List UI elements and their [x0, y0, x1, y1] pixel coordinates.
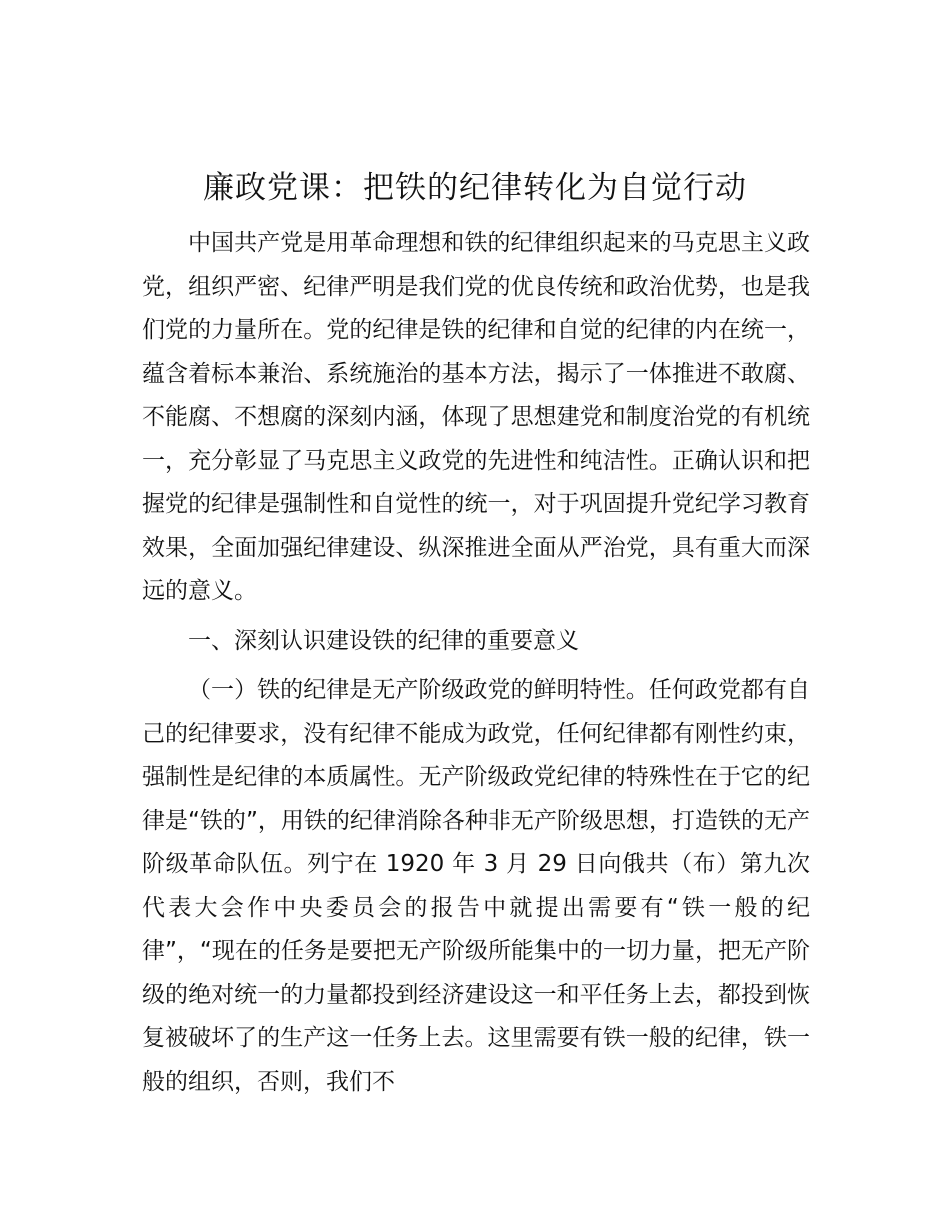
paragraph-section-1-1: （一）铁的纪律是无产阶级政党的鲜明特性。任何政党都有自己的纪律要求，没有纪律不能成为政党，任何纪律都有刚性约束，强制性是纪律的本质属性。无产阶级政党纪律的特殊性在于它的纪律是“铁的”，用铁的纪律消除各种非无产阶级思想，打造铁的无产阶级革命队伍。列宁在 1920 年 3 月 29 日向俄共（布）第九次代表大会作中央委员会的报告中就提出需要有“铁一般的纪律”，“现在的任务是要把无产阶级所能集中的一切力量，把无产阶级的绝对统一的力量都投到经济建设这一和平任务上去，都投到恢复被破坏了的生产这一任务上去。这里需要有铁一般的纪律，铁一般的组织，否则，我们不 — [142, 677, 810, 1095]
paragraph-intro: 中国共产党是用革命理想和铁的纪律组织起来的马克思主义政党，组织严密、纪律严明是我们党的优良传统和政治优势，也是我们党的力量所在。党的纪律是铁的纪律和自觉的纪律的内在统一，蕴含着标本兼治、系统施治的基本方法，揭示了一体推进不敢腐、不能腐、不想腐的深刻内涵，体现了思想建党和制度治党的有机统一，充分彰显了马克思主义政党的先进性和纯洁性。正确认识和把握党的纪律是强制性和自觉性的统一，对于巩固提升党纪学习教育效果，全面加强纪律建设、纵深推进全面从严治党，具有重大而深远的意义。 — [142, 230, 810, 604]
document-title: 廉政党课：把铁的纪律转化为自觉行动 — [203, 170, 747, 206]
section-heading-1: 一、深刻认识建设铁的纪律的重要意义 — [188, 627, 579, 654]
document-body — [142, 222, 810, 1104]
